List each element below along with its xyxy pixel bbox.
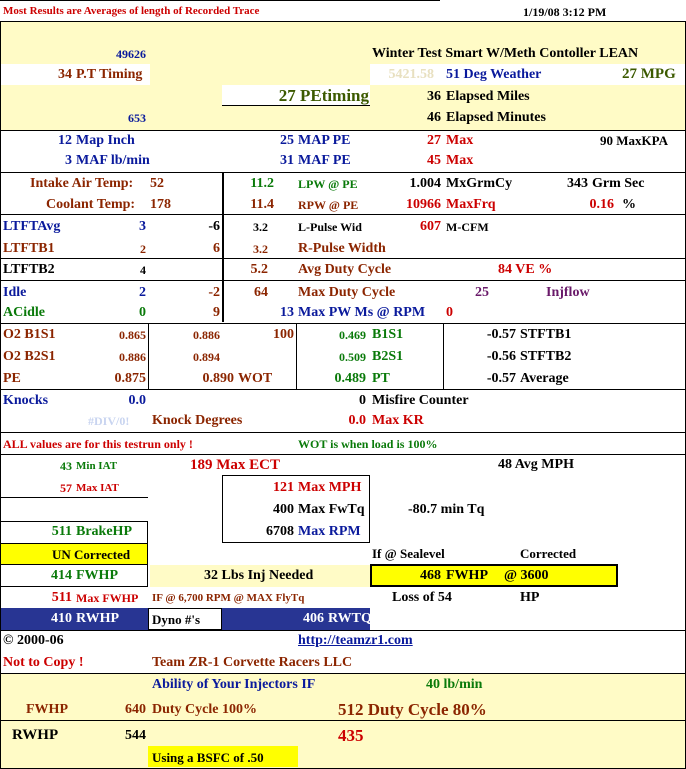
acidle-label: ACidle [3, 305, 45, 320]
rule [0, 280, 686, 281]
max-fwhp-value: 511 [51, 590, 72, 605]
inj-duty100: Duty Cycle 100% [152, 702, 257, 717]
mpg: 27 MPG [622, 66, 676, 82]
vrule [222, 172, 224, 322]
knocks-label: Knocks [3, 393, 49, 408]
injector-ability: Ability of Your Injectors IF [152, 677, 316, 692]
idle-b: -2 [208, 285, 220, 300]
max-mph-label: Max MPH [298, 480, 362, 495]
company-name: Team ZR-1 Corvette Racers LLC [152, 655, 353, 670]
ve-percent: 84 VE % [498, 262, 553, 277]
pt-timing-value: 34 [58, 67, 72, 82]
mcfm-value: 607 [420, 219, 441, 234]
grmsec-value: 343 [567, 176, 588, 191]
ltftb1-label: LTFTB1 [3, 241, 55, 256]
un-corrected: UN Corrected [52, 547, 131, 562]
elapsed-minutes-label: Elapsed Minutes [446, 110, 546, 125]
pt-timing-label: P.T Timing [76, 67, 143, 82]
value-653: 653 [128, 111, 146, 125]
rule [0, 130, 686, 131]
header-datetime: 1/19/08 3:12 PM [523, 5, 607, 19]
lpw-value: 11.2 [250, 176, 274, 191]
rwtq-label: RWTQ [328, 611, 372, 626]
rwhp-label: RWHP [76, 611, 120, 626]
max-mph-value: 121 [273, 480, 294, 495]
map-pe-value: 25 [280, 133, 294, 148]
weather: 51 Deg Weather [446, 67, 542, 82]
avgduty-value: 5.2 [250, 262, 268, 277]
rule [0, 21, 686, 22]
test-title: Winter Test Smart W/Meth Contoller LEAN [372, 46, 639, 61]
average-label: Average [520, 371, 569, 386]
grmsec-label: Grm Sec [592, 176, 645, 191]
maf-pe-label: MAF PE [298, 153, 351, 168]
coolant-label: Coolant Temp: [46, 197, 136, 212]
maxpw-value: 13 [280, 305, 294, 320]
rule [0, 172, 686, 173]
min-iat-label: Min IAT [76, 460, 118, 472]
if-sealevel: If @ Sealevel [372, 546, 445, 561]
max-rpm-label: Max RPM [298, 524, 361, 539]
map-inch-label: Map Inch [76, 133, 135, 148]
rule-top [0, 0, 440, 1]
knocks-value: 0.0 [128, 393, 146, 408]
pct-label: % [622, 197, 636, 212]
elapsed-miles-label: Elapsed Miles [446, 89, 530, 104]
min-iat-value: 43 [60, 459, 72, 473]
teamzr1-link[interactable]: http://teamzr1.com [298, 633, 413, 648]
stftb2-label: STFTB2 [520, 349, 572, 364]
brakehp-label: BrakeHP [76, 524, 132, 539]
average-value: -0.57 [486, 371, 516, 386]
maxfrq-label: MaxFrq [446, 197, 496, 212]
maxpw-rpm: 0 [446, 305, 453, 320]
elapsed-minutes-value: 46 [427, 110, 441, 125]
b2s1-right-value: 0.509 [339, 350, 366, 364]
faint-value: 5421.58 [388, 67, 434, 82]
all-values-note: ALL values are for this testrun only ! [3, 437, 193, 451]
dyno-label: Dyno #'s [152, 612, 201, 627]
wot-value: 0.890 [202, 371, 234, 386]
copyright: © 2000-06 [3, 633, 64, 648]
not-to-copy: Not to Copy ! [3, 655, 84, 670]
lpw-label: LPW @ PE [298, 177, 358, 191]
vrule [443, 323, 444, 389]
fwhp-value: 414 [51, 568, 72, 583]
ltftavg-a: 3 [139, 219, 146, 234]
max-maf-value: 45 [427, 153, 441, 168]
o2-b2s1-b: 0.894 [193, 350, 220, 364]
maxkr-value: 0.0 [348, 413, 366, 428]
lpulse-label: L-Pulse Wid [298, 220, 362, 234]
iat-value: 52 [150, 176, 164, 191]
o2-b1s1-c: 100 [273, 327, 294, 342]
stftb1-value: -0.57 [486, 327, 516, 342]
rule [0, 720, 686, 721]
map-pe-label: MAP PE [298, 133, 351, 148]
pe-label: PE [3, 371, 21, 386]
coolant-value: 178 [150, 197, 171, 212]
rwtq-value: 406 [303, 611, 324, 626]
maxduty-label: Max Duty Cycle [298, 285, 396, 300]
vrule [296, 323, 297, 389]
max-ect: 189 Max ECT [190, 457, 280, 473]
mcfm-label: M-CFM [446, 220, 489, 234]
o2-b2s1-label: O2 B2S1 [3, 349, 56, 364]
rwhp-bar-left [0, 608, 148, 630]
stftb2-value: -0.56 [486, 349, 516, 364]
pe-timing: 27 PEtiming [278, 86, 369, 105]
rule [0, 214, 686, 215]
rule [0, 673, 686, 674]
max-fwtq-value: 400 [273, 502, 294, 517]
elapsed-miles-value: 36 [427, 89, 441, 104]
maf-label: MAF lb/min [76, 153, 150, 168]
o2-b2s1-a: 0.886 [119, 350, 146, 364]
maf-value: 3 [65, 153, 72, 168]
max-rpm-value: 6708 [266, 524, 294, 539]
value-49626: 49626 [116, 47, 146, 61]
injflow-label: Injflow [546, 285, 590, 300]
rpulse-label: R-Pulse Width [298, 241, 386, 256]
if-rpm-note: IF @ 6,700 RPM @ MAX FlyTq [152, 592, 305, 604]
maxpw-label: Max PW Ms @ RPM [298, 305, 426, 320]
ltftb2-label: LTFTB2 [3, 262, 55, 277]
mxgrmcy-label: MxGrmCy [446, 176, 513, 191]
rule [0, 497, 148, 498]
sealevel-fwhp-value: 468 [420, 568, 441, 583]
acidle-b: 9 [213, 305, 220, 320]
rule [0, 454, 686, 455]
inj-rwhp-100: 544 [125, 728, 146, 743]
pct-value: 0.16 [589, 197, 614, 212]
inj-fwhp-label: FWHP [26, 702, 68, 717]
pt-value: 0.489 [334, 371, 366, 386]
sealevel-fwhp-box [370, 564, 618, 587]
rule [0, 630, 686, 631]
bsfc-note: Using a BSFC of .50 [152, 750, 264, 765]
wot-label: WOT [238, 371, 273, 386]
ltftb1-a: 2 [140, 242, 146, 256]
pt-label: PT [372, 371, 390, 386]
idle-label: Idle [3, 285, 27, 300]
ltftb1-b: 6 [213, 241, 220, 256]
lbs-inj-needed: 32 Lbs Inj Needed [204, 568, 314, 583]
misfire-value: 0 [359, 393, 366, 408]
knock-degrees-label: Knock Degrees [152, 413, 243, 428]
inj-fwhp-100: 640 [125, 702, 146, 717]
sealevel-rpm: @ 3600 [504, 568, 549, 583]
vrule [0, 21, 1, 769]
min-tq: -80.7 min Tq [408, 502, 485, 517]
hp-label: HP [520, 590, 540, 605]
rwhp-value: 410 [51, 611, 72, 626]
max-iat-label: Max IAT [76, 482, 119, 494]
avg-mph: 48 Avg MPH [498, 457, 574, 472]
b2s1-right-label: B2S1 [372, 349, 404, 364]
avgduty-label: Avg Duty Cycle [298, 262, 392, 277]
max-iat-value: 57 [60, 481, 72, 495]
o2-b1s1-a: 0.865 [119, 328, 146, 342]
ltftb2-a: 4 [140, 263, 146, 277]
div0-value: #DIV/0! [88, 414, 130, 428]
ltftavg-b: -6 [208, 219, 220, 234]
rule [0, 389, 686, 390]
o2-b1s1-b: 0.886 [193, 328, 220, 342]
inj-rwhp-80: 435 [338, 726, 364, 745]
max-fwtq-label: Max FwTq [298, 502, 365, 517]
wot-note: WOT is when load is 100% [298, 437, 438, 451]
sealevel-fwhp-label: FWHP [446, 568, 488, 583]
fwhp-label: FWHP [76, 568, 118, 583]
injector-lbmin: 40 lb/min [426, 677, 483, 692]
corrected: Corrected [520, 546, 577, 561]
idle-a: 2 [139, 285, 146, 300]
max-map-value: 27 [427, 133, 441, 148]
rpw-label: RPW @ PE [298, 198, 359, 212]
b1s1-right-label: B1S1 [372, 327, 404, 342]
rule [0, 258, 686, 259]
vrule [148, 323, 149, 389]
o2-b1s1-label: O2 B1S1 [3, 327, 56, 342]
acidle-a: 0 [139, 305, 146, 320]
b1s1-right-value: 0.469 [339, 328, 366, 342]
ltftavg-label: LTFTAvg [3, 219, 61, 234]
header-note: Most Results are Averages of length of Recorded Trace [3, 5, 260, 17]
loss-of: Loss of 54 [392, 590, 452, 605]
stftb1-label: STFTB1 [520, 327, 572, 342]
rule [0, 432, 686, 433]
injector-section-bg [0, 673, 686, 769]
max-maf-label: Max [446, 153, 474, 168]
mxgrmcy-value: 1.004 [409, 176, 441, 191]
inj-duty80: 512 Duty Cycle 80% [338, 700, 487, 719]
inj-rwhp-label: RWHP [12, 727, 59, 743]
maxkr-label: Max KR [372, 413, 424, 428]
pe-value: 0.875 [114, 371, 146, 386]
max-map-label: Max [446, 133, 474, 148]
map-inch-value: 12 [58, 133, 72, 148]
misfire-label: Misfire Counter [372, 393, 469, 408]
rule [0, 323, 686, 324]
iat-label: Intake Air Temp: [30, 176, 134, 191]
injflow-value: 25 [475, 285, 489, 300]
lpulse-value: 3.2 [253, 220, 268, 234]
maxfrq-value: 10966 [406, 197, 441, 212]
max-fwhp-label: Max FWHP [76, 591, 139, 605]
maxkpa: 90 MaxKPA [600, 133, 668, 148]
rpw-value: 11.4 [250, 197, 274, 212]
rpulse-value: 3.2 [253, 242, 268, 256]
maf-pe-value: 31 [280, 153, 294, 168]
maxduty-value: 64 [254, 285, 268, 300]
brakehp-value: 511 [51, 524, 72, 539]
